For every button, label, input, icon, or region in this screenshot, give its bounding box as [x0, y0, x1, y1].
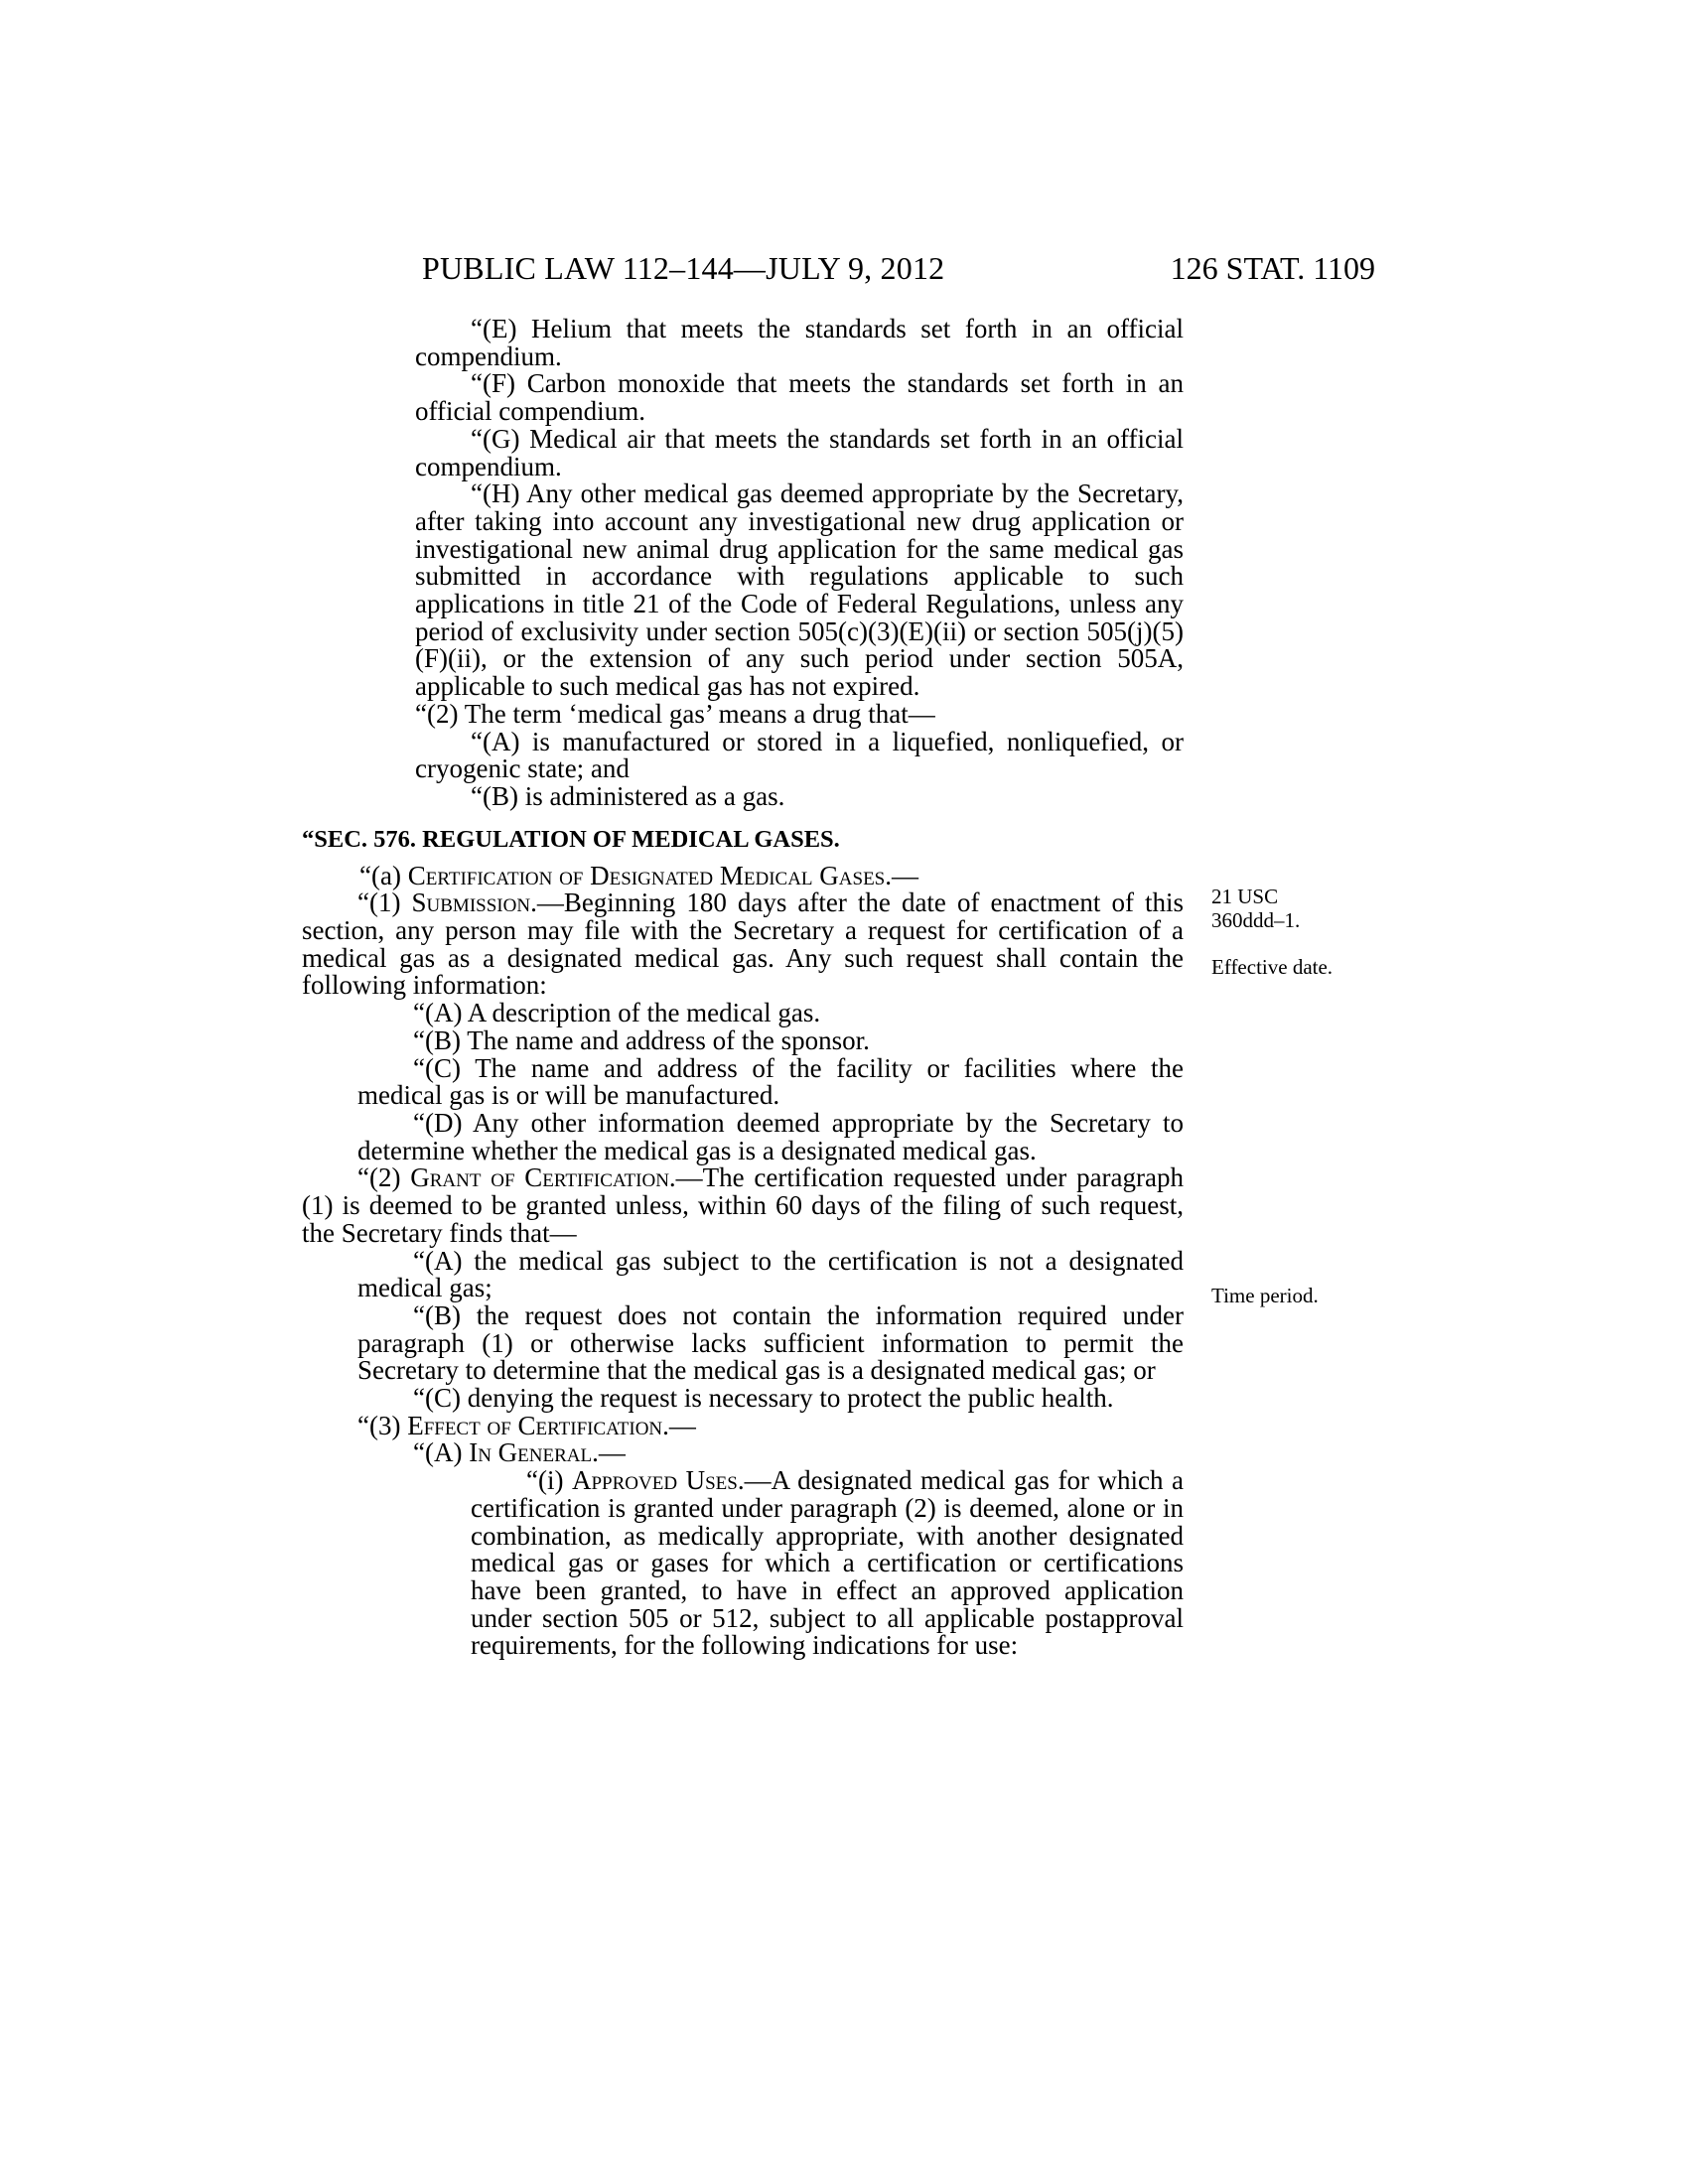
subparagraph-a-caption: In General: [469, 1437, 593, 1468]
paragraph-1-clause-a: “(A) A description of the medical gas.: [413, 998, 821, 1028]
paragraph-1-clause-c: “(C) The name and address of the facility or facilities where the medical gas is or will be manufactured.: [357, 1052, 1184, 1111]
subparagraph-h: “(H) Any other medical gas deemed appropriate by the Secretary, after taking into account any investigational new drug application or investigational new animal drug application for the same medical gas submitted in accordance with regulations applicable to such applications in title 21 of the Code of Federal Regulations, unless any period of exclusivity under section 505(c)(3)(E)(ii) or section 505(j)(5)(F)(ii), or the extension of any such period under section 505A, applicable to such medical gas has not expired.: [415, 478, 1184, 702]
paragraph-1-clause-b: “(B) The name and address of the sponsor.: [413, 1024, 870, 1055]
subparagraph-a-dash: .—: [592, 1437, 626, 1468]
page-citation: 126 STAT. 1109: [1170, 250, 1375, 286]
paragraph-2-clause-c: “(C) denying the request is necessary to protect the public health.: [413, 1383, 1114, 1414]
clause-i-approved-uses: [413, 1467, 1184, 1660]
paragraph-1-clause-d: “(D) Any other information deemed appropriate by the Secretary to determine whether the medical gas is a designated medical gas.: [357, 1107, 1184, 1165]
usc-line-1: 21 USC: [1211, 885, 1279, 908]
clause-i-caption: Approved Uses: [571, 1465, 738, 1496]
paragraph-1-label: “(1): [357, 887, 412, 918]
subsection-a-label: “(a): [359, 860, 408, 890]
subparagraph-f: “(F) Carbon monoxide that meets the standards set forth in an official compendium.: [415, 368, 1184, 427]
margin-note-effective-date: Effective date.: [1211, 955, 1334, 979]
margin-note-time-period: Time period.: [1211, 1284, 1319, 1307]
subsection-a-caption: Certification of Designated Medical Gases: [407, 860, 886, 890]
usc-line-2: 360ddd–1.: [1211, 908, 1301, 932]
subparagraph-e: “(E) Helium that meets the standards set forth in an official compendium.: [415, 314, 1184, 371]
statute-body: [302, 314, 1185, 1661]
paragraph-2-text: .—The certification requested under paragraph (1) is deemed to be granted unless, within 60 days of the filing of such request, the Secretary finds that—: [302, 1162, 1184, 1248]
paragraph-1-text: .—Beginning 180 days after the date of enactment of this section, any person may file with the Secretary a request for certification of a medical gas as a designated medical gas. Any such request shall contain the following information:: [302, 887, 1185, 1001]
definition-clause-a: “(A) is manufactured or stored in a liquefied, nonliquefied, or cryogenic state; and: [415, 726, 1184, 784]
paragraph-2-clause-a: “(A) the medical gas subject to the certification is not a designated medical gas;: [357, 1245, 1184, 1303]
margin-note-usc-citation: [1211, 885, 1300, 932]
paragraph-2-clause-b: “(B) the request does not contain the information required under paragraph (1) or otherwise lacks sufficient information to permit the Secretary to determine that the medical gas is a designated medical gas; or: [357, 1299, 1184, 1386]
paragraph-2-grant: [302, 1164, 1184, 1247]
paragraph-1-caption: Submission: [411, 887, 531, 918]
subsection-a-dash: .—: [885, 860, 918, 890]
paragraph-2-caption: Grant of Certification: [410, 1162, 669, 1193]
paragraph-3-heading: [357, 1410, 1184, 1440]
paragraph-2-definition: “(2) The term ‘medical gas’ means a drug that—: [415, 698, 935, 729]
running-header-title: PUBLIC LAW 112–144—JULY 9, 2012: [422, 250, 945, 286]
subparagraph-g: “(G) Medical air that meets the standards set forth in an official compendium.: [415, 423, 1184, 481]
paragraph-1-submission: [302, 889, 1184, 1000]
paragraph-3-subparagraph-a-heading: [413, 1439, 1184, 1467]
section-heading: “SEC. 576. REGULATION OF MEDICAL GASES.: [302, 825, 840, 853]
clause-i-label: “(i): [526, 1465, 572, 1496]
definition-clause-b: “(B) is administered as a gas.: [471, 780, 785, 811]
clause-i-text: .—A designated medical gas for which a certification is granted under paragraph (2) is deemed, alone or in combination, as medically appropriate, with another designated medical gas or gases for which a certification or certifications have been granted, to have in effect an approved application under section 505 or 512, subject to all applicable postapproval requirements, for the following indications for use:: [471, 1465, 1184, 1661]
paragraph-2-label: “(2): [357, 1162, 411, 1193]
paragraph-3-dash: .—: [662, 1410, 696, 1440]
subparagraph-a-label: “(A): [413, 1437, 470, 1468]
paragraph-3-caption: Effect of Certification: [407, 1410, 663, 1440]
paragraph-3-label: “(3): [357, 1410, 408, 1440]
subsection-a-heading: [359, 860, 1184, 890]
